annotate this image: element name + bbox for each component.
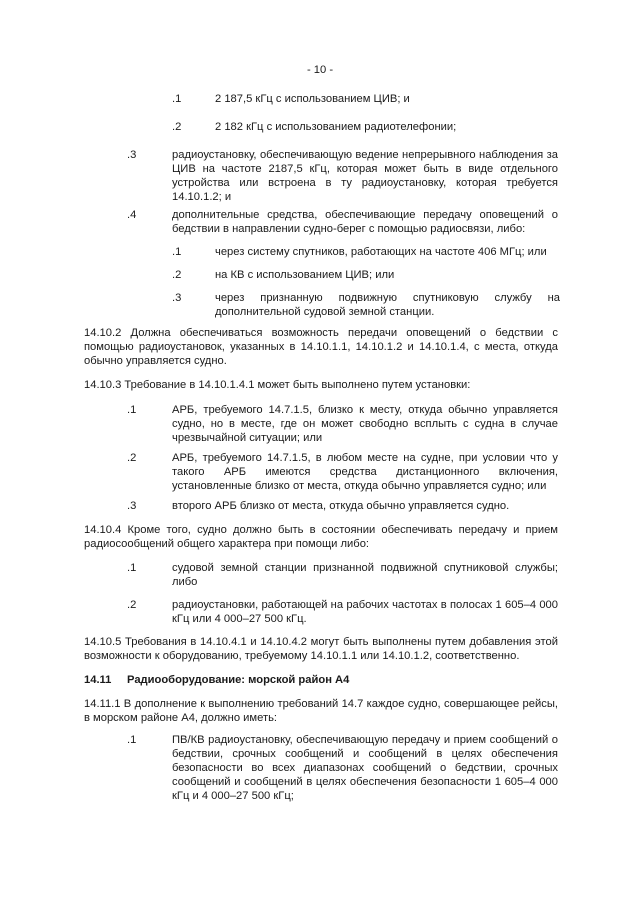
item-number: .1 [172,246,182,258]
item-number: .2 [172,121,182,133]
item-text: 2 182 кГц с использованием радиотелефонии; [215,121,457,133]
item-number: .3 [127,149,137,161]
item-text: судовой земной станции признанной подвижной спутниковой службы; либо [172,562,558,588]
paragraph: 14.11.1 В дополнение к выполнению требований 14.7 каждое судно, совершающее рейсы, в морском районе А4, должно иметь: [84,698,558,724]
page-number: - 10 - [306,64,334,76]
item-text: через систему спутников, работающих на частоте 406 МГц; или [215,246,547,258]
item-number: .1 [127,734,137,746]
item-number: .4 [127,209,137,221]
item-text: радиоустановки, работающей на рабочих частотах в полосах 1 605–4 000 кГц или 4 000–27 500 кГц. [172,599,558,625]
item-text: дополнительные средства, обеспечивающие передачу оповещений о бедствии в направлении судно-берег с помощью радиосвязи, либо: [172,209,558,235]
item-number: .1 [172,93,182,105]
paragraph: 14.10.5 Требования в 14.10.4.1 и 14.10.4.2 могут быть выполнены путем добавления этой возможности к оборудованию, требуемому 14.10.1.1 или 14.10.1.2, соответственно. [84,636,558,662]
section-heading: Радиооборудование: морской район А4 [127,674,350,686]
item-text: радиоустановку, обеспечивающую ведение непрерывного наблюдения за ЦИВ на частоте 2187,5 кГц, которая может быть в виде отдельного устройства или встроена в ту радиоустановку, которая требуется 14.10.1.2; и [172,149,558,203]
section-number: 14.11 [84,674,112,686]
item-number: .3 [172,292,182,304]
item-number: .2 [172,269,182,281]
item-number: .1 [127,562,137,574]
item-text: второго АРБ близко от места, откуда обычно управляется судно. [172,500,510,512]
item-number: .1 [127,404,137,416]
item-number: .2 [127,452,137,464]
paragraph: 14.10.4 Кроме того, судно должно быть в состоянии обеспечивать передачу и прием радиосообщений общего характера при помощи либо: [84,524,558,550]
item-text: АРБ, требуемого 14.7.1.5, в любом месте на судне, при условии что у такого АРБ имеются средства дистанционного включения, установленные близко от места, откуда обычно управляется судно; или [172,452,558,492]
item-text: АРБ, требуемого 14.7.1.5, близко к месту, откуда обычно управляется судно, но в месте, где он может свободно всплыть с судна в случае чрезвычайной ситуации; или [172,404,558,444]
item-text: на КВ с использованием ЦИВ; или [215,269,395,281]
item-number: .2 [127,599,137,611]
paragraph: 14.10.3 Требование в 14.10.1.4.1 может быть выполнено путем установки: [84,379,471,391]
item-text: через признанную подвижную спутниковую службу на дополнительной судовой земной станции. [215,292,560,318]
item-text: 2 187,5 кГц с использованием ЦИВ; и [215,93,410,105]
item-text: ПВ/КВ радиоустановку, обеспечивающую передачу и прием сообщений о бедствии, срочных сообщений и сообщений в целях обеспечения безопасности во всех диапазонах сообщений о бедствии, срочных сообщений и сообщений в целях обеспечения безопасности 1 605–4 000 кГц и 4 000–27 500 кГц; [172,734,558,802]
item-number: .3 [127,500,137,512]
paragraph: 14.10.2 Должна обеспечиваться возможность передачи оповещений о бедствии с помощью радиоустановок, указанных в 14.10.1.1, 14.10.1.2 и 14.10.1.4, с места, откуда обычно управляется судно. [84,327,558,367]
